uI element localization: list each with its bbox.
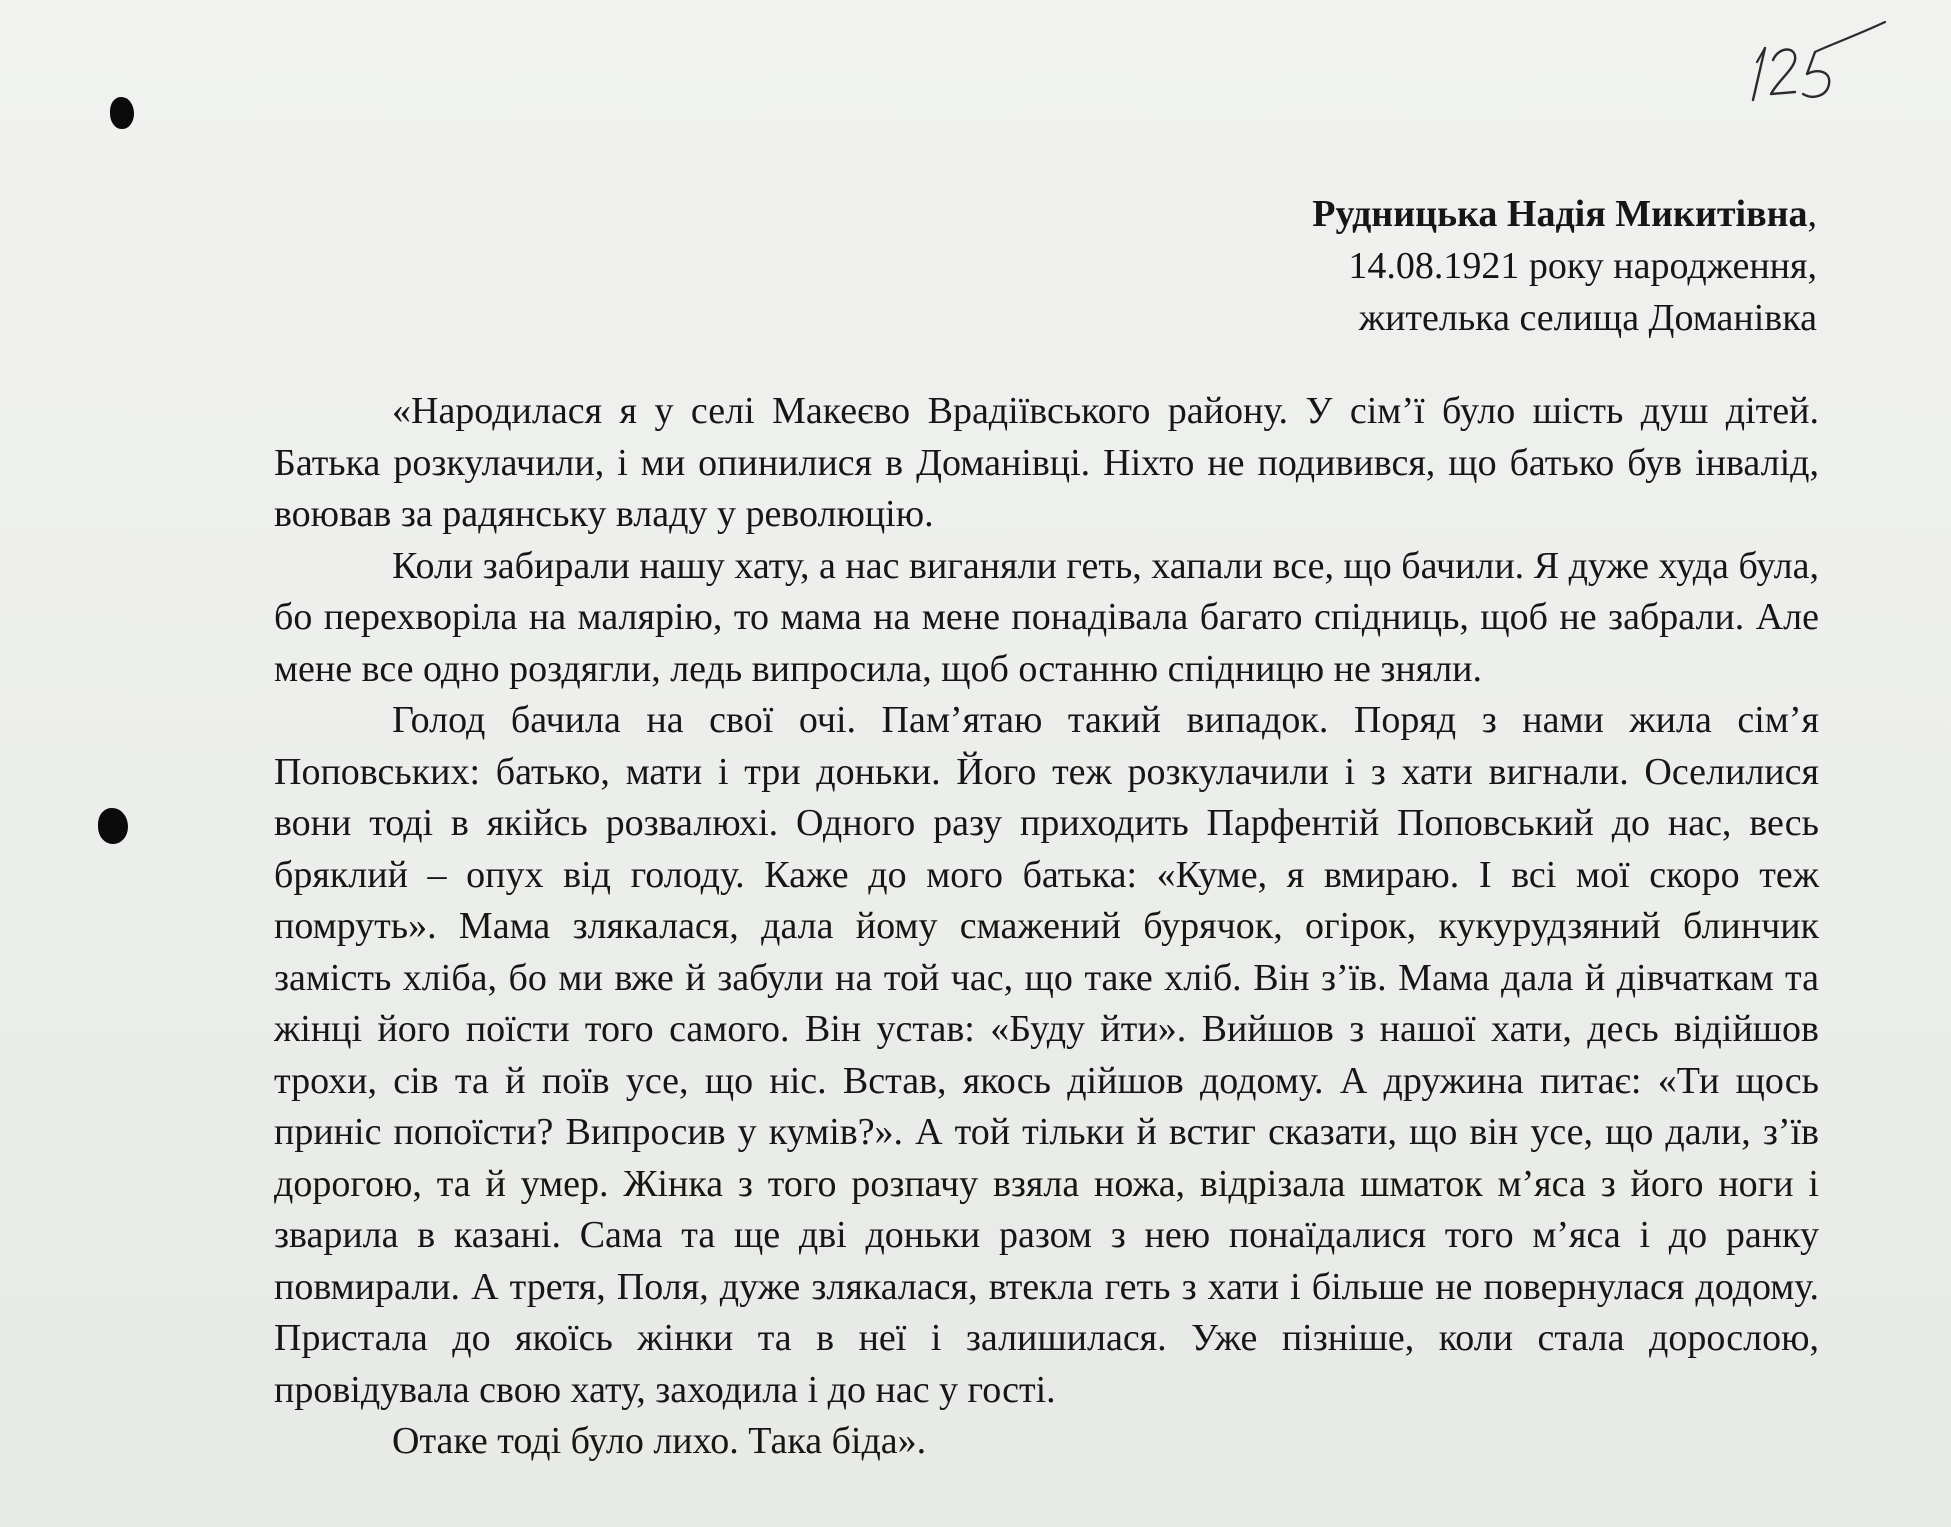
birth-date-line: 14.08.1921 року народження, <box>1348 245 1817 287</box>
residence-line: жителька селища Доманівка <box>1358 297 1817 339</box>
author-name-line <box>1312 188 1817 240</box>
author-name: Рудницька Надія Микитівна <box>1312 193 1808 235</box>
paragraph: Коли забирали нашу хату, а нас виганяли геть, хапали все, що бачили. Я дуже худа була, бо перехворіла на малярію, то мама на мене понадівала багато спідниць, щоб не забрали. Але мене все одно роздягли, ледь випросила, щоб останню спідницю не зняли. <box>274 544 1819 690</box>
author-header <box>1312 188 1817 344</box>
paragraph: «Народилася я у селі Макеєво Врадіївського району. У сім’ї було шість душ дітей. Батька розкулачили, і ми опинилися в Доманівці. Ніхто не подивився, що батько був інвалід, воював за радянську владу у революцію. <box>274 390 1819 535</box>
paragraph: Отаке тоді було лихо. Така біда». <box>392 1420 927 1462</box>
punch-hole <box>98 808 128 844</box>
punch-hole <box>110 97 134 129</box>
paragraph: Голод бачила на свої очі. Пам’ятаю такий випадок. Поряд з нами жила сім’я Поповських: батько, мати і три доньки. Його теж розкулачили і з хати вигнали. Оселилися вони тоді в якійсь розвалюхі. Одного разу приходить Парфентій Поповський до нас, весь бряклий – опух від голоду. Каже до мого батька: «Куме, я вмираю. І всі мої скоро теж помруть». Мама злякалася, дала йому смажений бурячок, огірок, кукурудзяний блинчик замість хліба, бо ми вже й забули на той час, що таке хліб. Він з’їв. Мама дала й дівчаткам та жінці його поїсти того самого. Він устав: «Буду йти». Вийшов з нашої хати, десь відійшов трохи, сів та й поїв усе, що ніс. Встав, якось дійшов додому. А дружина питає: «Ти щось приніс попоїсти? Випросив у кумів?». А той тільки й встиг сказати, що він усе, що дали, з’їв дорогою, та й умер. Жінка з того розпачу взяла ножа, відрізала шматок м’яса з його ноги і зварила в казані. Сама та ще дві доньки разом з нею понаїдалися того м’яса і до ранку повмирали. А третя, Поля, дуже злякалася, втекла геть з хати і більше не повернулася додому. Пристала до якоїсь жінки та в неї і залишилася. Уже пізніше, коли стала дорослою, провідувала свою хату, заходила і до нас у гості. <box>274 699 1819 1411</box>
testimony-text <box>274 386 1819 1468</box>
author-name-comma: , <box>1807 193 1817 235</box>
handwritten-page-number <box>1735 18 1905 108</box>
handwritten-page-number-drawing <box>1735 18 1905 108</box>
